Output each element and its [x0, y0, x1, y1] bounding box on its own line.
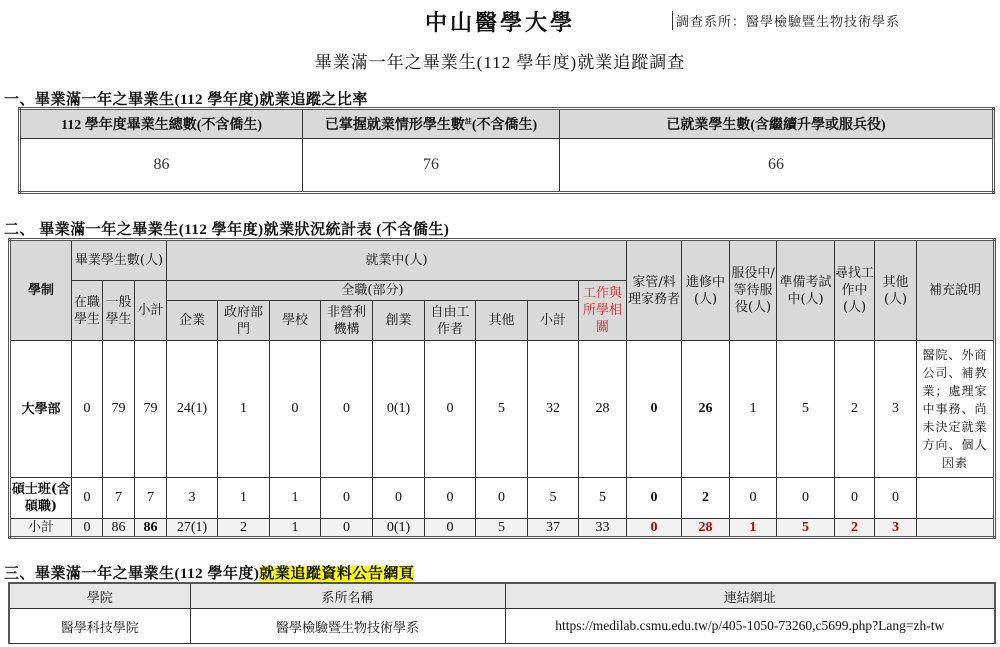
cell: 1	[218, 341, 270, 478]
col-government: 政府部門	[218, 301, 270, 341]
col-known-status-suffix: (不含僑生)	[471, 118, 538, 133]
col-known-status	[303, 109, 560, 139]
value-employed: 66	[560, 139, 994, 193]
cell: 79	[103, 341, 135, 478]
col-further-study: 進修中(人)	[682, 240, 730, 341]
cell: 1	[270, 519, 321, 538]
cell: 33	[579, 519, 627, 538]
row-label-total: 小計	[10, 519, 72, 538]
header-row-1	[10, 240, 995, 281]
cell: 0	[373, 478, 425, 519]
table-row	[20, 139, 994, 193]
cell: 2	[835, 519, 875, 538]
cell: 0	[72, 519, 103, 538]
footnote-marker: 註	[464, 117, 472, 126]
cell: 1	[218, 478, 270, 519]
cell: 1	[270, 478, 321, 519]
table-row	[9, 609, 995, 644]
col-related: 工作與所學相關	[579, 281, 627, 341]
col-military: 服役中/等待服役(人)	[730, 240, 777, 341]
col-known-status-label: 已掌握就業情形學生數	[324, 118, 465, 133]
section3-heading-prefix: 三、畢業滿一年之畢業生(112 學年度)	[4, 566, 260, 582]
cell: 37	[528, 519, 579, 538]
cell: 3	[875, 519, 917, 538]
col-job-seeking: 尋找工作中(人)	[835, 240, 875, 341]
col-employed: 已就業學生數(含繼續升學或服兵役)	[560, 109, 994, 139]
cell: 0	[835, 478, 875, 519]
section3-heading	[4, 562, 414, 583]
cell: 1	[730, 519, 777, 538]
section2-heading: 二、 畢業滿一年之畢業生(112 學年度)就業狀況統計表 (不含僑生)	[4, 222, 450, 238]
cell: 0	[321, 341, 373, 478]
cell: 0	[270, 341, 321, 478]
cell: 0(1)	[373, 519, 425, 538]
col-in-service: 在職學生	[72, 281, 103, 341]
col-college: 學院	[9, 583, 190, 609]
value-known-status: 76	[303, 139, 560, 193]
cell: 0	[730, 478, 777, 519]
cell: 0	[425, 478, 476, 519]
table-row	[10, 478, 995, 519]
cell: 5	[777, 519, 835, 538]
employment-stats-table	[8, 238, 996, 539]
cell: 5	[528, 478, 579, 519]
row-label-masters: 碩士班(含碩職)	[10, 478, 72, 519]
cell: 0	[627, 341, 682, 478]
section3-heading-highlight: 就業追蹤資料公告網頁	[259, 566, 415, 582]
cell: 0(1)	[373, 341, 425, 478]
cell: 7	[135, 478, 167, 519]
cell: 27(1)	[167, 519, 218, 538]
cell: 5	[476, 341, 528, 478]
col-url: 連結網址	[505, 583, 995, 609]
cell: 5	[777, 341, 835, 478]
cell: 2	[835, 341, 875, 478]
col-enterprise: 企業	[167, 301, 218, 341]
col-total-graduates: 112 學年度畢業生總數(不含僑生)	[20, 109, 303, 139]
col-school: 學校	[270, 301, 321, 341]
notes-cell	[917, 478, 995, 519]
cell: 3	[167, 478, 218, 519]
row-label-undergrad: 大學部	[10, 341, 72, 478]
col-exam-prep: 準備考試中(人)	[777, 240, 835, 341]
department-label: 調查系所：醫學檢驗暨生物技術學系	[672, 11, 900, 30]
col-emp-subtotal: 小計	[528, 301, 579, 341]
cell: 0	[777, 478, 835, 519]
col-department: 系所名稱	[190, 583, 505, 609]
cell: 32	[528, 341, 579, 478]
col-other: 其他	[476, 301, 528, 341]
cell: 1	[730, 341, 777, 478]
announcement-table	[8, 582, 996, 644]
table-header-row	[20, 109, 994, 139]
department-cell: 醫學檢驗暨生物技術學系	[190, 609, 505, 644]
cell: 2	[682, 478, 730, 519]
notes-cell	[917, 519, 995, 538]
cell: 79	[135, 341, 167, 478]
col-other-status: 其他(人)	[875, 240, 917, 341]
cell: 0	[72, 478, 103, 519]
cell: 28	[682, 519, 730, 538]
col-nonprofit: 非營利機構	[321, 301, 373, 341]
table-row-total	[10, 519, 995, 538]
cell: 0	[321, 478, 373, 519]
col-startup: 創業	[373, 301, 425, 341]
col-freelance: 自由工作者	[425, 301, 476, 341]
section1-heading: 一、畢業滿一年之畢業生(112 學年度)就業追蹤之比率	[4, 92, 368, 108]
cell: 0	[627, 478, 682, 519]
col-fulltime-group: 全職(部分)	[167, 281, 579, 301]
col-homemaker: 家管/料理家務者	[627, 240, 682, 341]
col-system: 學制	[10, 240, 72, 341]
url-link[interactable]: https://medilab.csmu.edu.tw/p/405-1050-73260,c5699.php?Lang=zh-tw	[505, 609, 995, 644]
cell: 86	[103, 519, 135, 538]
cell: 0	[627, 519, 682, 538]
cell: 28	[579, 341, 627, 478]
col-employed-group: 就業中(人)	[167, 240, 627, 281]
cell: 24(1)	[167, 341, 218, 478]
cell: 0	[72, 341, 103, 478]
col-grad-subtotal: 小計	[135, 281, 167, 341]
cell: 2	[218, 519, 270, 538]
college-cell: 醫學科技學院	[9, 609, 190, 644]
tracking-ratio-table	[18, 107, 995, 194]
cell: 0	[476, 478, 528, 519]
cell: 3	[875, 341, 917, 478]
table-header-row	[9, 583, 995, 609]
notes-cell: 醫院、外商公司、補教業；處理家中事務、尚未決定就業方向、個人因素	[917, 341, 995, 478]
col-notes: 補充說明	[917, 240, 995, 341]
cell: 86	[135, 519, 167, 538]
cell: 0	[875, 478, 917, 519]
cell: 0	[425, 519, 476, 538]
table-row	[10, 341, 995, 478]
university-title: 中山醫學大學	[424, 10, 575, 36]
cell: 7	[103, 478, 135, 519]
cell: 0	[321, 519, 373, 538]
col-grad-count: 畢業學生數(人)	[72, 240, 167, 281]
survey-title: 畢業滿一年之畢業生(112 學年度)就業追蹤調查	[314, 53, 686, 72]
value-total-graduates: 86	[20, 139, 303, 193]
cell: 26	[682, 341, 730, 478]
cell: 5	[476, 519, 528, 538]
col-general: 一般學生	[103, 281, 135, 341]
cell: 0	[425, 341, 476, 478]
cell: 5	[579, 478, 627, 519]
